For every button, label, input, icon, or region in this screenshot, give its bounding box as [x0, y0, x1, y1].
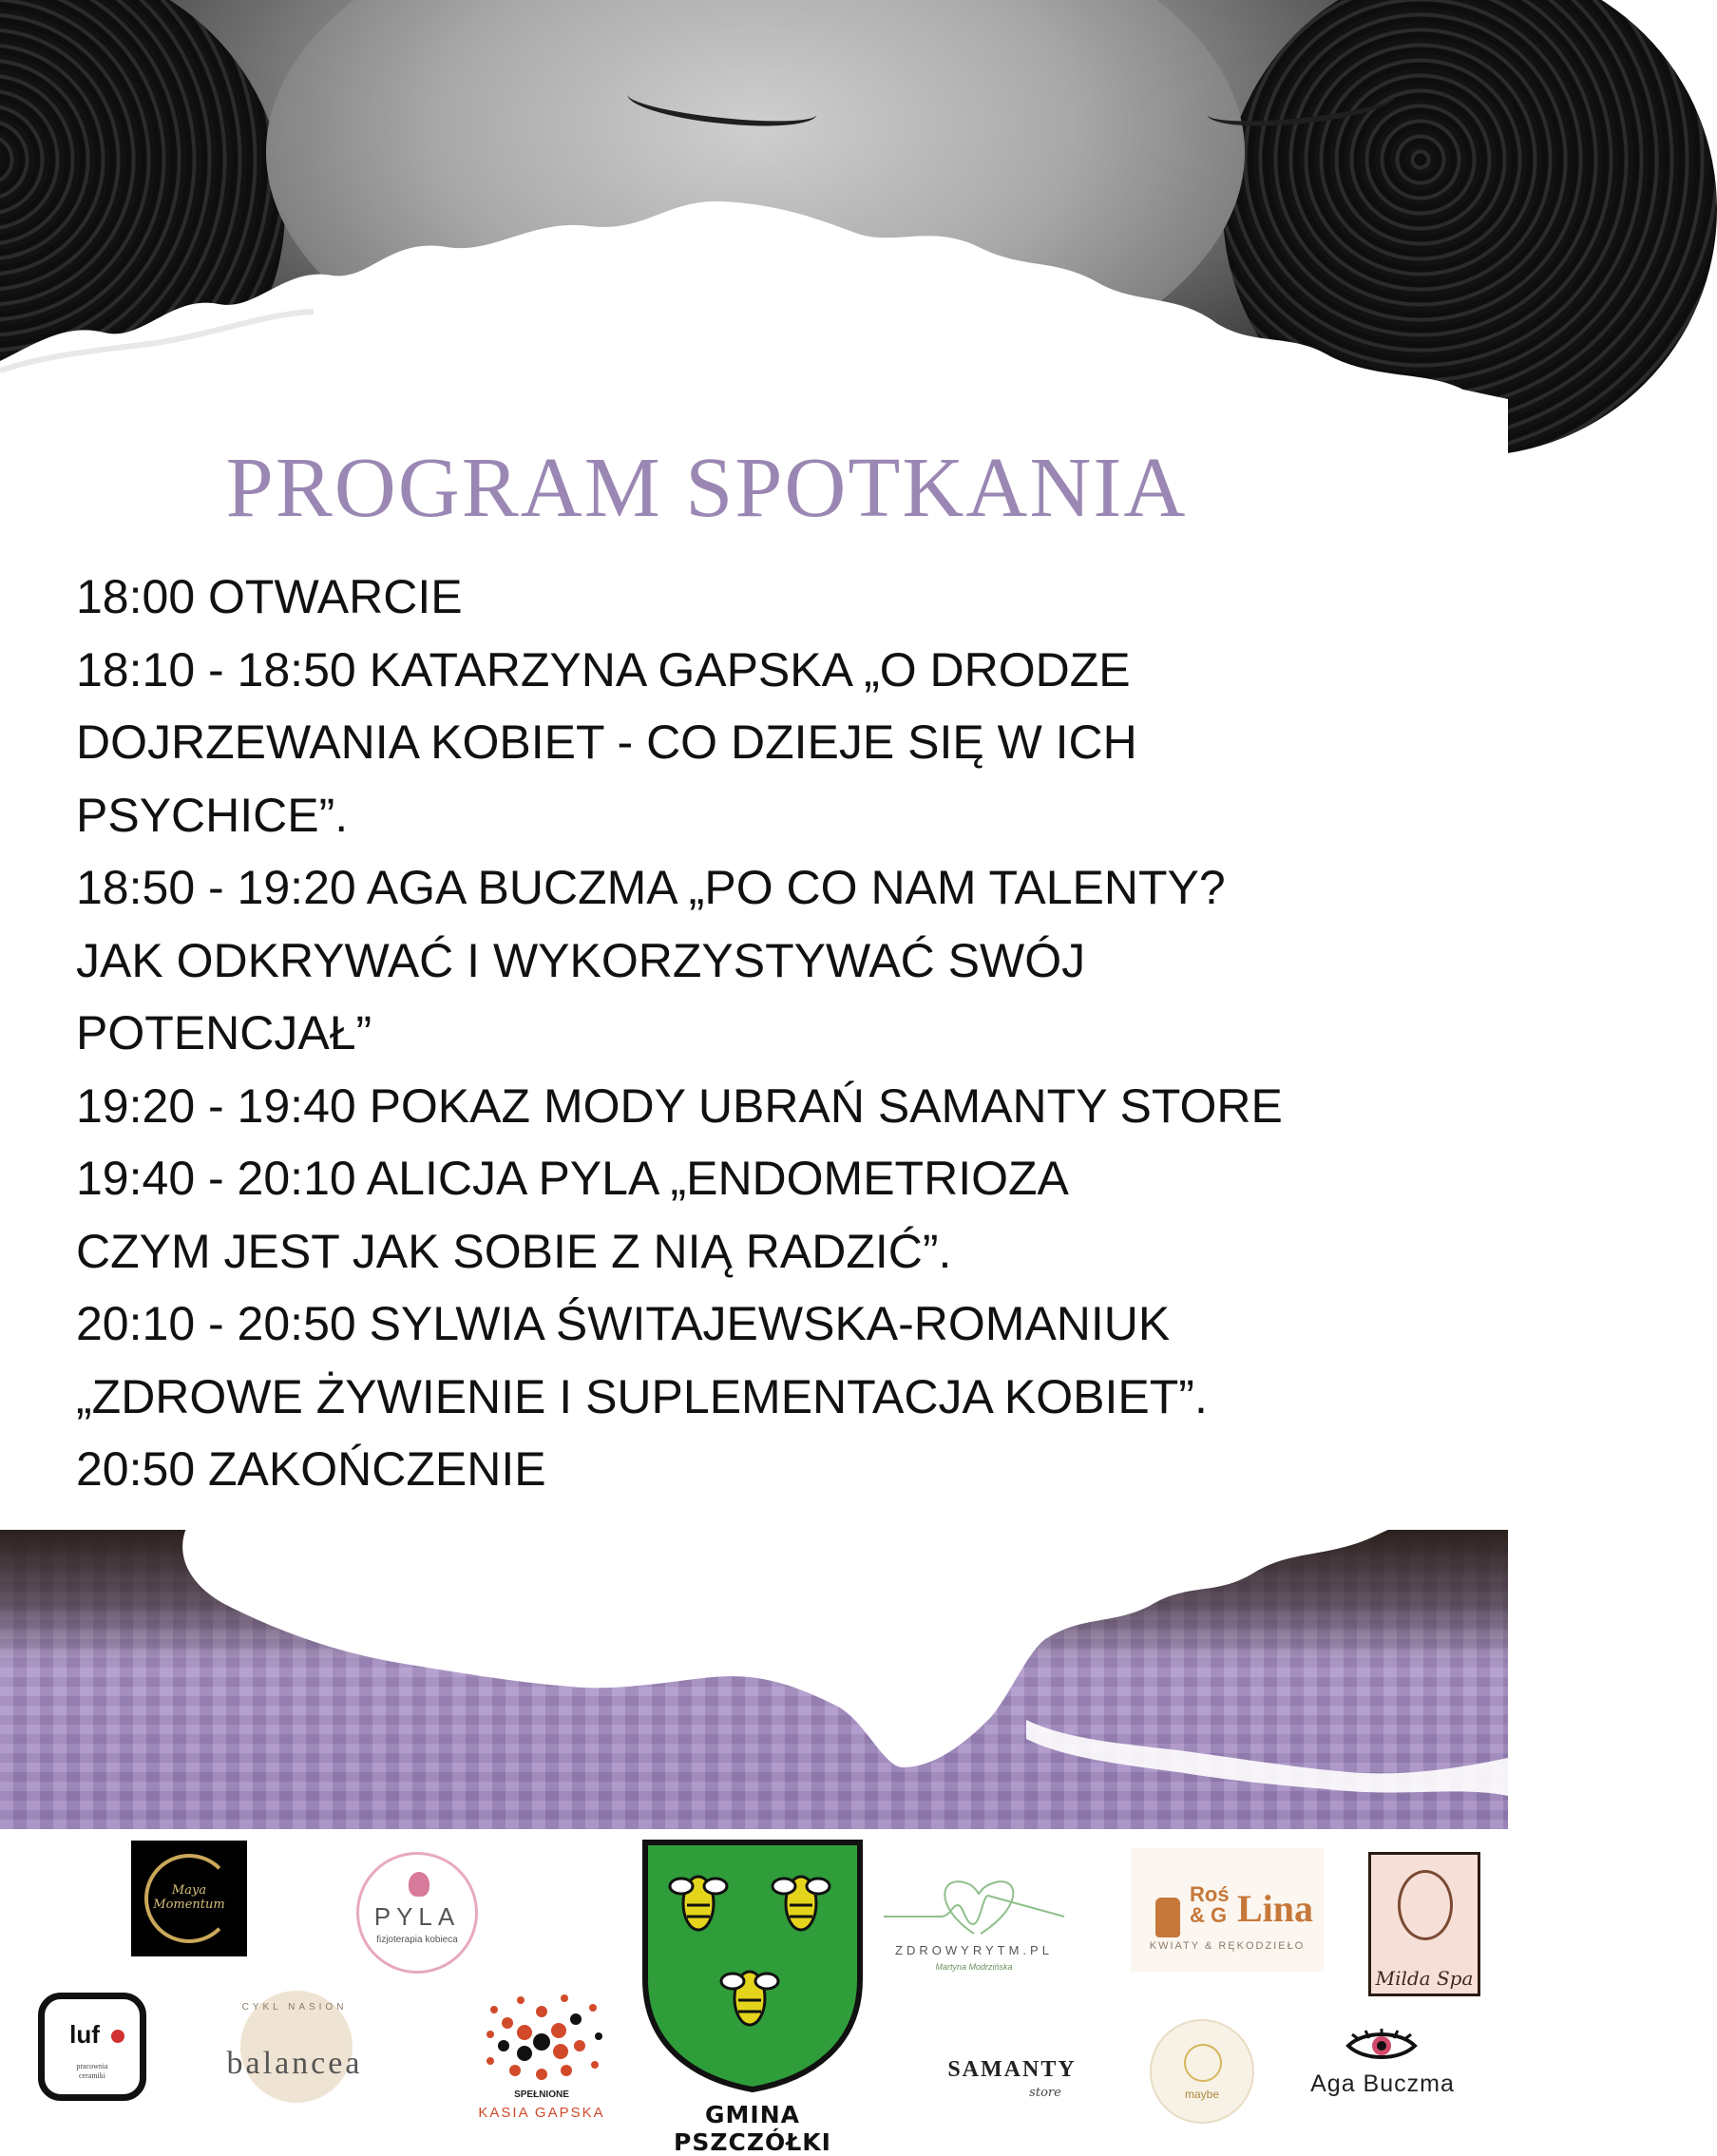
heart-pulse-icon [874, 1867, 1074, 1943]
lufo-logo [38, 1993, 146, 2101]
coat-of-arms-shield-icon [639, 1837, 866, 2093]
aga-logo-text: Aga Buczma [1310, 2070, 1455, 2097]
rosnalina-logo-tagline: KWIATY & RĘKODZIEŁO [1149, 1940, 1306, 1952]
tulip-icon [409, 1872, 429, 1897]
balancea-logo-name: balancea [226, 2046, 363, 2081]
maybe-logo-text: maybe [1184, 2088, 1220, 2101]
rosnalina-logo-mark: Roś & G [1190, 1882, 1230, 1927]
program-line: PSYCHICE”. [76, 788, 349, 842]
program-line: 19:20 - 19:40 POKAZ MODY UBRAŃ SAMANTY STORE [76, 1078, 1283, 1133]
samanty-store-logo [926, 2057, 1097, 2114]
sponsor-strip [0, 1829, 1508, 2156]
vase-icon [1155, 1898, 1180, 1937]
rosnalina-logo-name: Lina [1237, 1887, 1314, 1930]
program-line: 19:40 - 20:10 ALICJA PYLA „ENDOMETRIOZA [76, 1152, 1069, 1205]
red-dot-icon [111, 2030, 124, 2043]
lufo-logo-name: luf [69, 2020, 100, 2049]
program-line: 20:50 ZAKOŃCZENIE [76, 1442, 546, 1496]
program-line: „ZDROWE ŻYWIENIE I SUPLEMENTACJA KOBIET”. [76, 1369, 1208, 1423]
pyla-logo-name: PYLA [373, 1902, 461, 1931]
program-line: JAK ODKRYWAĆ I WYKORZYSTYWAĆ SWÓJ [76, 933, 1086, 987]
program-list [76, 561, 1444, 1506]
page-title-text: PROGRAM SPOTKANIA [225, 441, 1188, 535]
page-title [0, 439, 1508, 537]
program-line: CZYM JEST JAK SOBIE Z NIĄ RADZIĆ”. [76, 1224, 952, 1278]
milda-spa-logo [1368, 1852, 1480, 1996]
gmina-pszczolki-logo [639, 1837, 866, 2156]
lufo-logo-subtitle: pracownia ceramiki [76, 2062, 108, 2080]
program-line: 20:10 - 20:50 SYLWIA ŚWITAJEWSKA-ROMANIUK [76, 1297, 1171, 1350]
pyla-logo-subtitle: fizjoterapia kobieca [376, 1935, 458, 1945]
portrait-icon [1398, 1870, 1453, 1940]
balancea-logo [204, 1991, 385, 2114]
aga-buczma-logo [1292, 2029, 1473, 2105]
maya-logo-text: Maya Momentum [153, 1883, 225, 1912]
program-line: POTENCJAŁ” [76, 1006, 372, 1059]
gmina-logo-text: GMINA PSZCZÓŁKI [674, 2101, 831, 2156]
program-line: 18:00 OTWARCIE [76, 570, 463, 623]
program-line: 18:50 - 19:20 AGA BUCZMA „PO CO NAM TALENTY? [76, 861, 1226, 914]
balancea-logo-arc: CYKL NASION [241, 2002, 348, 2013]
zdrowyrytm-logo [874, 1867, 1074, 1991]
rosnalina-logo [1131, 1848, 1324, 1972]
kasia-logo-line1: SPEŁNIONE [514, 2089, 569, 2100]
torn-paper-bottom [0, 1482, 1508, 1843]
zdrowyrytm-logo-name: ZDROWYRYTM.PL [895, 1943, 1053, 1957]
maybe-logo [1150, 2019, 1254, 2124]
maya-momentum-logo [131, 1841, 247, 1956]
zdrowyrytm-logo-signature: Martyna Modrzińska [935, 1962, 1013, 1972]
eye-icon [1345, 2029, 1419, 2063]
samanty-logo-name: SAMANTY [947, 2057, 1077, 2082]
flower-icon [1184, 2044, 1222, 2082]
samanty-logo-script: store [1029, 2086, 1061, 2100]
kasia-logo-line2: KASIA GAPSKA [478, 2105, 605, 2121]
kasia-gapska-logo [466, 1989, 618, 2131]
dot-spiral-icon [466, 1989, 618, 2088]
closed-eye-left [625, 76, 818, 134]
pyla-logo [356, 1852, 478, 1974]
program-line: 18:10 - 18:50 KATARZYNA GAPSKA „O DRODZE [76, 642, 1131, 696]
milda-logo-text: Milda Spa [1375, 1967, 1474, 1990]
program-line: DOJRZEWANIA KOBIET - CO DZIEJE SIĘ W ICH [76, 715, 1137, 769]
